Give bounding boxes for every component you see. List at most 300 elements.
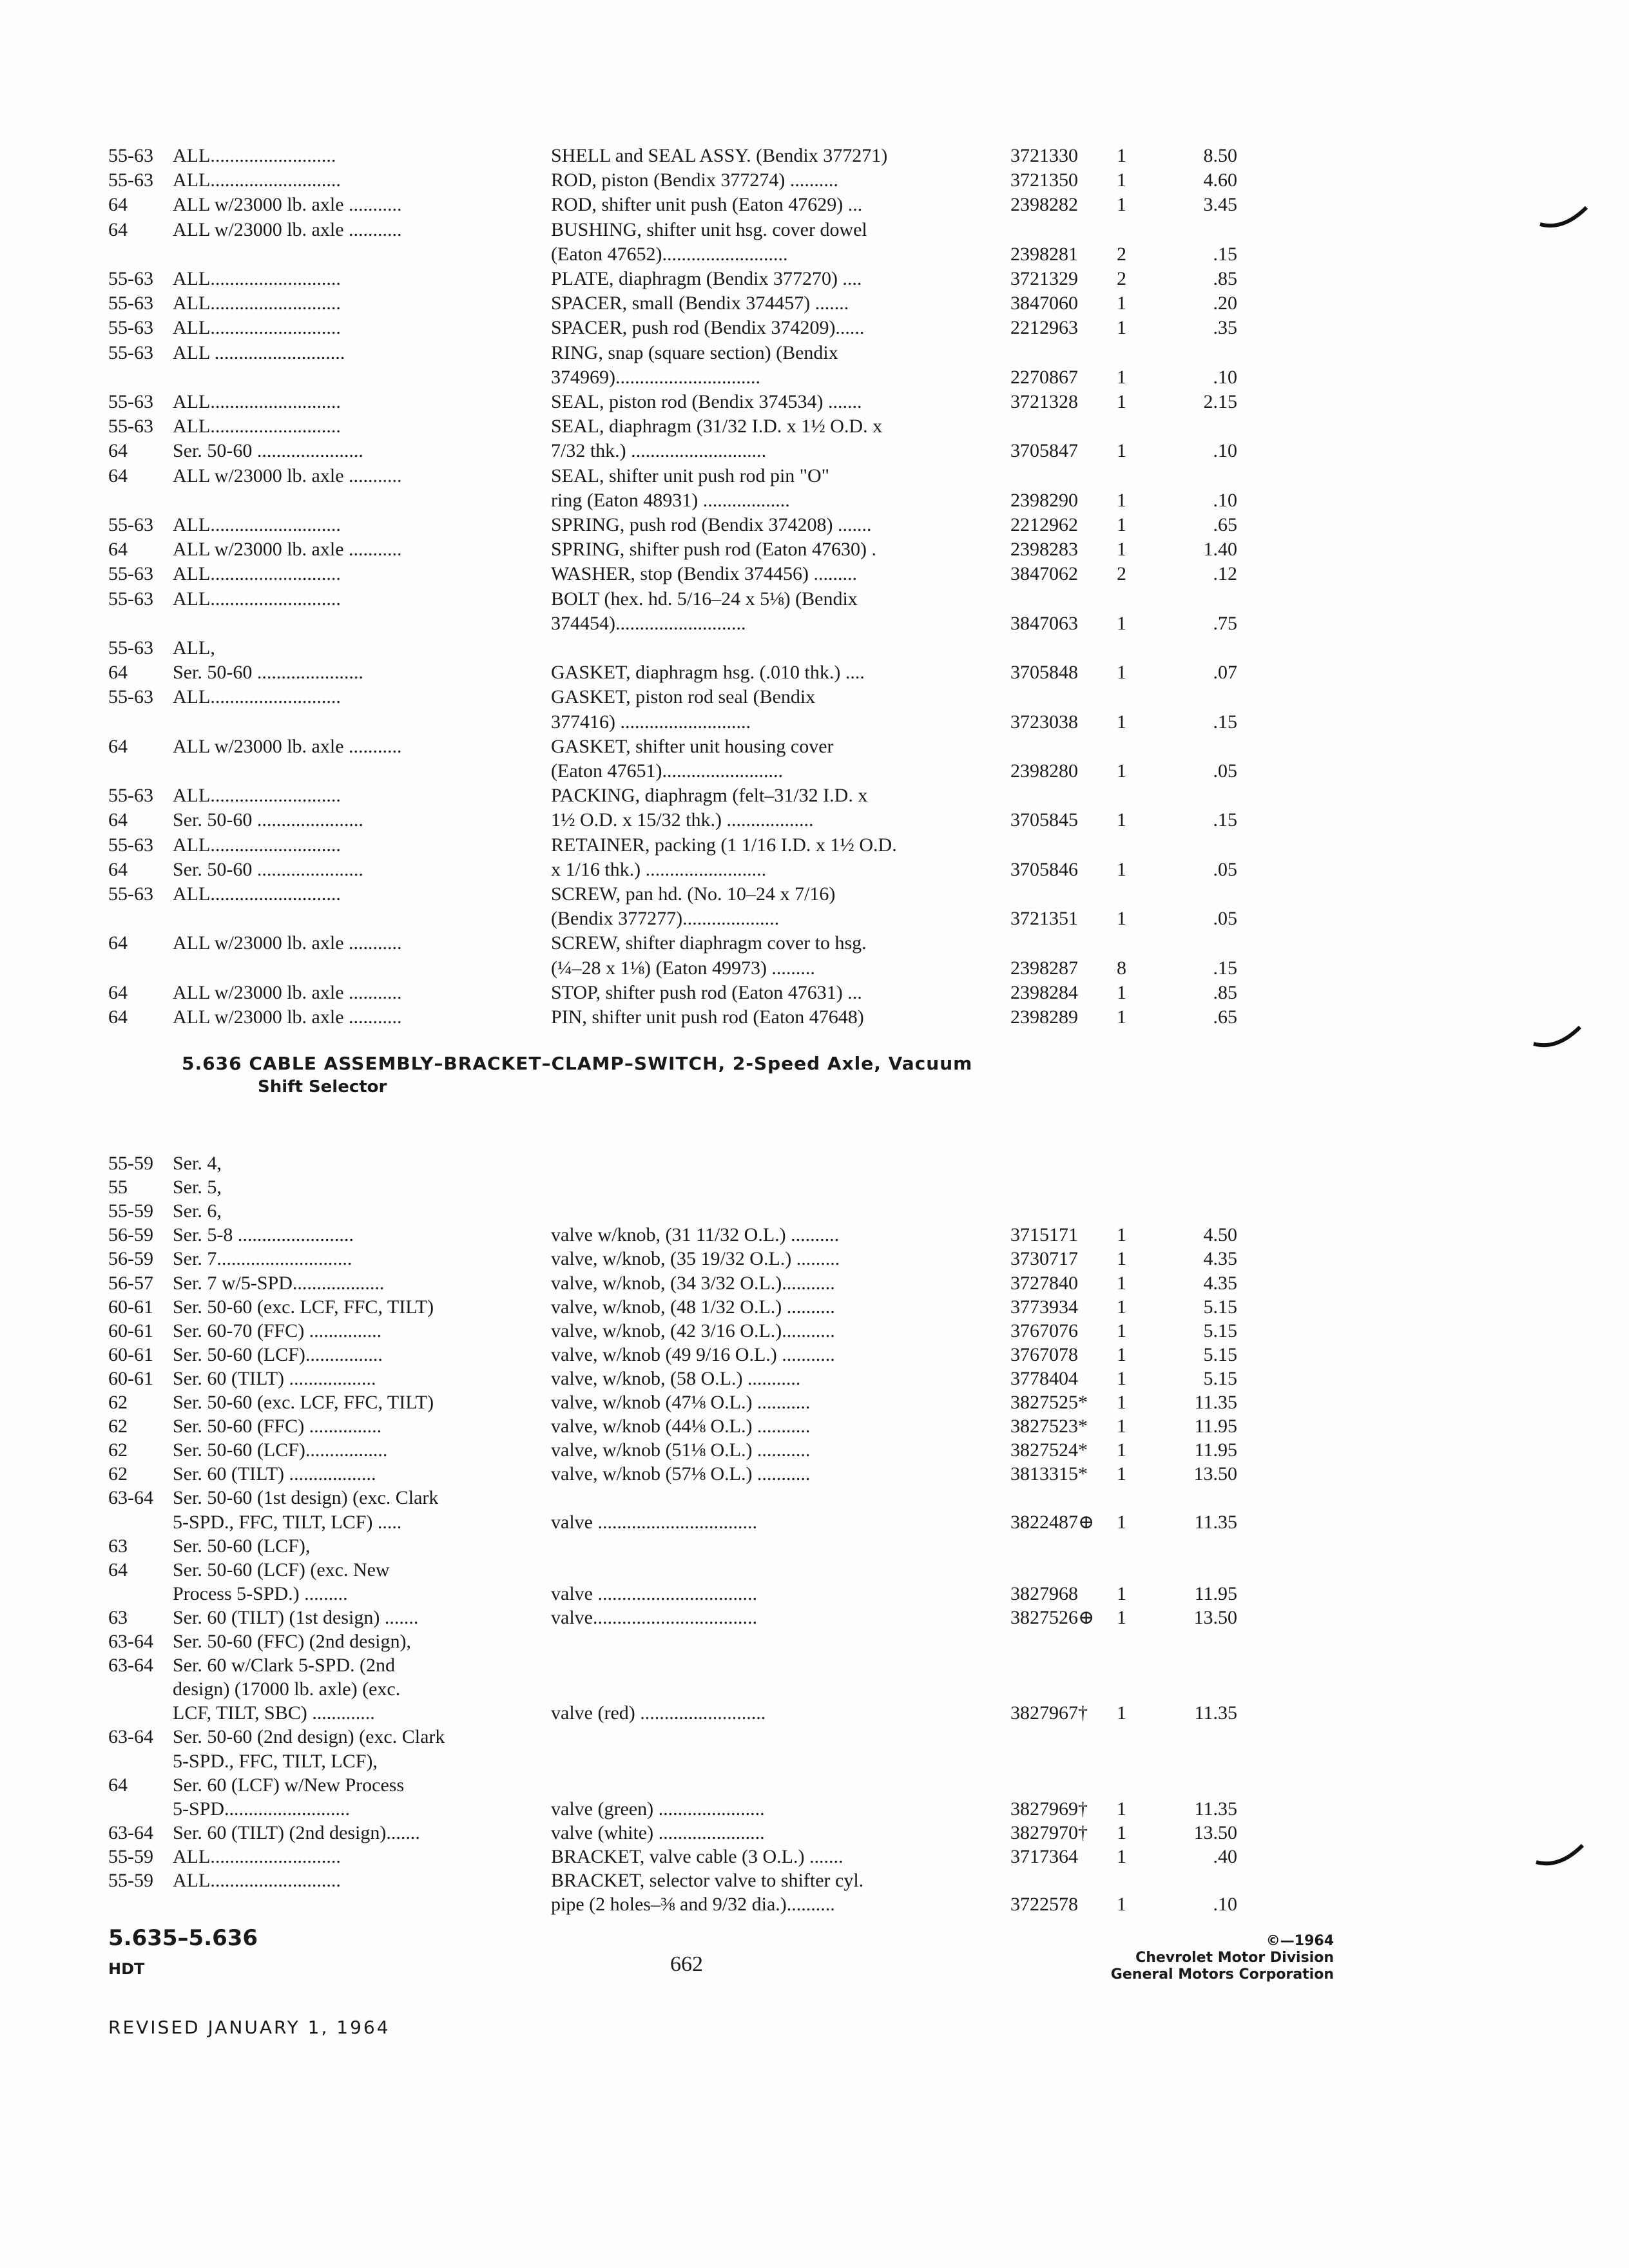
price-cell: .10 (1213, 1894, 1237, 1916)
part-number-cell: 3827967† (1010, 1702, 1088, 1724)
price-cell: .05 (1213, 858, 1237, 880)
part-number-cell: 2398282 (1010, 194, 1078, 216)
price-cell: 13.50 (1193, 1463, 1237, 1485)
description-cell: 7/32 thk.) ............................ (551, 440, 767, 462)
quantity-cell: 1 (1117, 1702, 1126, 1724)
footer-hdt: HDT (108, 1960, 145, 1978)
year-cell: 55-63 (108, 834, 153, 856)
application-cell: Ser. 50-60 (LCF)................ (173, 1343, 383, 1365)
quantity-cell: 1 (1117, 1224, 1126, 1246)
year-cell: 63 (108, 1606, 128, 1628)
year-cell: 55-63 (108, 268, 153, 289)
price-cell: .10 (1213, 366, 1237, 388)
description-cell: BRACKET, valve cable (3 O.L.) ....... (551, 1845, 843, 1867)
part-number-cell: 3773934 (1010, 1296, 1078, 1318)
quantity-cell: 2 (1117, 563, 1126, 585)
price-cell: 13.50 (1193, 1821, 1237, 1843)
part-number-cell: 3778404 (1010, 1367, 1078, 1389)
part-number-cell: 3827970† (1010, 1821, 1088, 1843)
revised-date: REVISED JANUARY 1, 1964 (108, 2017, 390, 2038)
part-number-cell: 3722578 (1010, 1894, 1078, 1916)
copyright-block (1083, 1933, 1334, 1983)
part-number-cell: 2398290 (1010, 489, 1078, 511)
description-cell: SCREW, pan hd. (No. 10–24 x 7/16) (551, 883, 836, 905)
year-cell: 55-63 (108, 785, 153, 807)
application-cell: ALL........................... (173, 416, 341, 437)
description-cell: valve, w/knob (44⅛ O.L.) ........... (551, 1416, 811, 1437)
description-cell: (Bendix 377277).................... (551, 908, 780, 930)
year-cell: 62 (108, 1392, 128, 1413)
quantity-cell: 1 (1117, 1463, 1126, 1485)
description-cell: SEAL, shifter unit push rod pin "O" (551, 465, 829, 486)
punch-mark-icon (1531, 1024, 1583, 1050)
part-number-cell: 2398287 (1010, 957, 1078, 979)
quantity-cell: 1 (1117, 1606, 1126, 1628)
part-number-cell: 2212963 (1010, 317, 1078, 339)
quantity-cell: 2 (1117, 243, 1126, 265)
copyright-corporation: General Motors Corporation (1110, 1966, 1334, 1983)
price-cell: .15 (1213, 243, 1237, 265)
quantity-cell: 1 (1117, 1821, 1126, 1843)
application-cell: ALL w/23000 lb. axle ........... (173, 194, 402, 216)
quantity-cell: 1 (1117, 514, 1126, 535)
description-cell: pipe (2 holes–⅜ and 9/32 dia.).......... (551, 1894, 835, 1916)
year-cell: 55-59 (108, 1870, 153, 1891)
description-cell: RING, snap (square section) (Bendix (551, 341, 838, 363)
year-cell: 62 (108, 1439, 128, 1461)
year-cell: 64 (108, 809, 128, 831)
year-cell: 64 (108, 662, 128, 684)
part-number-cell: 3767078 (1010, 1343, 1078, 1365)
punch-mark-icon (1534, 1843, 1585, 1869)
description-cell: valve, w/knob, (42 3/16 O.L.)........... (551, 1320, 835, 1341)
year-cell: 55-63 (108, 637, 153, 658)
year-cell: 62 (108, 1463, 128, 1485)
year-cell: 55-63 (108, 588, 153, 610)
description-cell: SPACER, small (Bendix 374457) ....... (551, 293, 849, 314)
year-cell: 64 (108, 465, 128, 486)
application-cell: design) (17000 lb. axle) (exc. (173, 1678, 401, 1700)
description-cell: valve.................................. (551, 1606, 757, 1628)
part-number-cell: 3847060 (1010, 293, 1078, 314)
part-number-cell: 3822487⊕ (1010, 1511, 1095, 1533)
year-cell: 60-61 (108, 1296, 153, 1318)
year-cell: 64 (108, 1006, 128, 1028)
description-cell: valve ................................. (551, 1511, 757, 1533)
application-cell: ALL........................... (173, 785, 341, 807)
description-cell: BOLT (hex. hd. 5/16–24 x 5⅛) (Bendix (551, 588, 858, 610)
year-cell: 64 (108, 735, 128, 757)
application-cell: LCF, TILT, SBC) ............. (173, 1702, 375, 1724)
year-cell: 64 (108, 1559, 128, 1581)
description-cell: ROD, piston (Bendix 377274) .......... (551, 169, 838, 191)
quantity-cell: 1 (1117, 1343, 1126, 1365)
part-number-cell: 3721329 (1010, 268, 1078, 289)
description-cell: valve, w/knob (49 9/16 O.L.) ........... (551, 1343, 835, 1365)
part-number-cell: 3717364 (1010, 1845, 1078, 1867)
description-cell: valve, w/knob, (48 1/32 O.L.) .......... (551, 1296, 835, 1318)
application-cell: ALL w/23000 lb. axle ........... (173, 218, 402, 240)
quantity-cell: 1 (1117, 1894, 1126, 1916)
application-cell: ALL w/23000 lb. axle ........... (173, 735, 402, 757)
part-number-cell: 3723038 (1010, 711, 1078, 733)
year-cell: 60-61 (108, 1367, 153, 1389)
description-cell: BUSHING, shifter unit hsg. cover dowel (551, 218, 867, 240)
part-number-cell: 2212962 (1010, 514, 1078, 535)
application-cell: Ser. 50-60 (2nd design) (exc. Clark (173, 1726, 445, 1748)
quantity-cell: 1 (1117, 1006, 1126, 1028)
punch-mark-icon (1537, 205, 1589, 231)
year-cell: 55-63 (108, 391, 153, 412)
application-cell: ALL........................... (173, 268, 341, 289)
quantity-cell: 1 (1117, 1511, 1126, 1533)
part-number-cell: 2398289 (1010, 1006, 1078, 1028)
price-cell: 1.40 (1203, 539, 1237, 561)
year-cell: 63-64 (108, 1655, 153, 1677)
year-cell: 60-61 (108, 1343, 153, 1365)
application-cell: 5-SPD.......................... (173, 1798, 351, 1820)
year-cell: 63-64 (108, 1631, 153, 1652)
price-cell: .15 (1213, 809, 1237, 831)
description-cell: SPRING, shifter push rod (Eaton 47630) . (551, 539, 876, 561)
quantity-cell: 1 (1117, 1582, 1126, 1604)
description-cell: SPRING, push rod (Bendix 374208) ....... (551, 514, 872, 535)
part-number-cell: 3827968 (1010, 1582, 1078, 1604)
footer-section-range: 5.635–5.636 (108, 1925, 258, 1951)
application-cell: Ser. 5-8 ........................ (173, 1224, 354, 1246)
application-cell: ALL........................... (173, 293, 341, 314)
description-cell: valve ................................. (551, 1582, 757, 1604)
quantity-cell: 1 (1117, 391, 1126, 412)
copyright-division: Chevrolet Motor Division (1135, 1950, 1334, 1966)
price-cell: .85 (1213, 268, 1237, 289)
year-cell: 55-63 (108, 514, 153, 535)
application-cell: Ser. 50-60 (FFC) ............... (173, 1416, 382, 1437)
year-cell: 62 (108, 1416, 128, 1437)
price-cell: .35 (1213, 317, 1237, 339)
price-cell: .65 (1213, 1006, 1237, 1028)
copyright-year: ©—1964 (1266, 1933, 1334, 1949)
description-cell: STOP, shifter push rod (Eaton 47631) ... (551, 981, 862, 1003)
part-number-cell: 3721328 (1010, 391, 1078, 412)
part-number-cell: 3813315* (1010, 1463, 1088, 1485)
application-cell: Ser. 7............................ (173, 1248, 352, 1270)
part-number-cell: 2398280 (1010, 760, 1078, 782)
quantity-cell: 1 (1117, 489, 1126, 511)
description-cell: ring (Eaton 48931) .................. (551, 489, 790, 511)
part-number-cell: 2398284 (1010, 981, 1078, 1003)
application-cell: ALL, (173, 637, 215, 658)
description-cell: valve (red) .......................... (551, 1702, 766, 1724)
price-cell: .10 (1213, 489, 1237, 511)
description-cell: GASKET, diaphragm hsg. (.010 thk.) .... (551, 662, 865, 684)
quantity-cell: 1 (1117, 145, 1126, 166)
application-cell: Ser. 60 (TILT) (1st design) ....... (173, 1606, 419, 1628)
quantity-cell: 1 (1117, 1367, 1126, 1389)
application-cell: ALL ........................... (173, 341, 345, 363)
part-number-cell: 3827526⊕ (1010, 1606, 1095, 1628)
price-cell: 4.35 (1203, 1272, 1237, 1294)
application-cell: ALL w/23000 lb. axle ........... (173, 539, 402, 561)
part-number-cell: 3721350 (1010, 169, 1078, 191)
description-cell: SPACER, push rod (Bendix 374209)...... (551, 317, 865, 339)
price-cell: .05 (1213, 760, 1237, 782)
application-cell: ALL........................... (173, 563, 341, 585)
year-cell: 64 (108, 981, 128, 1003)
application-cell: Ser. 60 (TILT) .................. (173, 1463, 376, 1485)
application-cell: ALL........................... (173, 686, 341, 708)
application-cell: Ser. 50-60 (exc. LCF, FFC, TILT) (173, 1296, 434, 1318)
price-cell: .07 (1213, 662, 1237, 684)
page-number: 662 (670, 1952, 703, 1976)
price-cell: 11.35 (1194, 1392, 1237, 1413)
price-cell: 11.35 (1194, 1702, 1237, 1724)
price-cell: 11.35 (1194, 1511, 1237, 1533)
application-cell: Ser. 60 (TILT) .................. (173, 1367, 376, 1389)
application-cell: 5-SPD., FFC, TILT, LCF), (173, 1750, 378, 1772)
price-cell: 11.95 (1194, 1416, 1237, 1437)
year-cell: 63-64 (108, 1487, 153, 1509)
year-cell: 56-57 (108, 1272, 153, 1294)
application-cell: ALL........................... (173, 317, 341, 339)
price-cell: 5.15 (1203, 1296, 1237, 1318)
price-cell: .75 (1213, 612, 1237, 634)
application-cell: ALL........................... (173, 169, 341, 191)
application-cell: Ser. 50-60 ...................... (173, 858, 363, 880)
part-number-cell: 2398283 (1010, 539, 1078, 561)
description-cell: PLATE, diaphragm (Bendix 377270) .... (551, 268, 862, 289)
part-number-cell: 3705845 (1010, 809, 1078, 831)
year-cell: 64 (108, 218, 128, 240)
price-cell: .20 (1213, 293, 1237, 314)
description-cell: x 1/16 thk.) ......................... (551, 858, 767, 880)
description-cell: WASHER, stop (Bendix 374456) ......... (551, 563, 857, 585)
year-cell: 63 (108, 1535, 128, 1557)
quantity-cell: 1 (1117, 317, 1126, 339)
application-cell: Ser. 60 (LCF) w/New Process (173, 1774, 405, 1796)
quantity-cell: 1 (1117, 981, 1126, 1003)
application-cell: ALL.......................... (173, 145, 336, 166)
price-cell: 2.15 (1203, 391, 1237, 412)
description-cell: 374454)........................... (551, 612, 746, 634)
quantity-cell: 1 (1117, 293, 1126, 314)
year-cell: 55-59 (108, 1845, 153, 1867)
price-cell: 13.50 (1193, 1606, 1237, 1628)
application-cell: Ser. 50-60 (LCF) (exc. New (173, 1559, 390, 1581)
year-cell: 64 (108, 932, 128, 954)
application-cell: Ser. 50-60 (1st design) (exc. Clark (173, 1487, 439, 1509)
application-cell: ALL........................... (173, 391, 341, 412)
description-cell: (Eaton 47651)......................... (551, 760, 783, 782)
year-cell: 55-63 (108, 416, 153, 437)
description-cell: valve, w/knob (57⅛ O.L.) ........... (551, 1463, 811, 1485)
quantity-cell: 1 (1117, 858, 1126, 880)
application-cell: Ser. 7 w/5-SPD................... (173, 1272, 385, 1294)
quantity-cell: 1 (1117, 1248, 1126, 1270)
price-cell: .65 (1213, 514, 1237, 535)
part-number-cell: 2398281 (1010, 243, 1078, 265)
description-cell: SEAL, piston rod (Bendix 374534) ....... (551, 391, 862, 412)
price-cell: .15 (1213, 957, 1237, 979)
part-number-cell: 3705847 (1010, 440, 1078, 462)
application-cell: Ser. 50-60 ...................... (173, 440, 363, 462)
quantity-cell: 1 (1117, 1439, 1126, 1461)
application-cell: ALL........................... (173, 883, 341, 905)
year-cell: 64 (108, 440, 128, 462)
application-cell: Ser. 50-60 ...................... (173, 809, 363, 831)
quantity-cell: 1 (1117, 1392, 1126, 1413)
application-cell: Ser. 60-70 (FFC) ............... (173, 1320, 382, 1341)
part-number-cell: 3827969† (1010, 1798, 1088, 1820)
year-cell: 64 (108, 858, 128, 880)
description-cell: SCREW, shifter diaphragm cover to hsg. (551, 932, 867, 954)
price-cell: 11.35 (1194, 1798, 1237, 1820)
description-cell: (Eaton 47652).......................... (551, 243, 788, 265)
application-cell: ALL w/23000 lb. axle ........... (173, 465, 402, 486)
description-cell: valve, w/knob, (34 3/32 O.L.)........... (551, 1272, 835, 1294)
part-number-cell: 3847063 (1010, 612, 1078, 634)
application-cell: Ser. 60 w/Clark 5-SPD. (2nd (173, 1655, 395, 1677)
description-cell: SHELL and SEAL ASSY. (Bendix 377271) (551, 145, 888, 166)
application-cell: ALL w/23000 lb. axle ........... (173, 932, 402, 954)
year-cell: 55-63 (108, 563, 153, 585)
application-cell: ALL w/23000 lb. axle ........... (173, 981, 402, 1003)
application-cell: ALL........................... (173, 1845, 341, 1867)
description-cell: valve, w/knob (47⅛ O.L.) ........... (551, 1392, 811, 1413)
price-cell: 3.45 (1203, 194, 1237, 216)
part-number-cell: 2270867 (1010, 366, 1078, 388)
price-cell: .15 (1213, 711, 1237, 733)
quantity-cell: 1 (1117, 1272, 1126, 1294)
price-cell: .40 (1213, 1845, 1237, 1867)
quantity-cell: 1 (1117, 1320, 1126, 1341)
price-cell: .85 (1213, 981, 1237, 1003)
price-cell: 4.60 (1203, 169, 1237, 191)
price-cell: 5.15 (1203, 1343, 1237, 1365)
quantity-cell: 1 (1117, 194, 1126, 216)
price-cell: 11.95 (1194, 1582, 1237, 1604)
application-cell: 5-SPD., FFC, TILT, LCF) ..... (173, 1511, 402, 1533)
price-cell: 4.50 (1203, 1224, 1237, 1246)
application-cell: Ser. 60 (TILT) (2nd design)....... (173, 1821, 420, 1843)
year-cell: 60-61 (108, 1320, 153, 1341)
year-cell: 63-64 (108, 1821, 153, 1843)
application-cell: Ser. 4, (173, 1153, 222, 1174)
description-cell: valve (white) ...................... (551, 1821, 765, 1843)
description-cell: valve w/knob, (31 11/32 O.L.) .......... (551, 1224, 840, 1246)
year-cell: 64 (108, 1774, 128, 1796)
description-cell: SEAL, diaphragm (31/32 I.D. x 1½ O.D. x (551, 416, 883, 437)
description-cell: 374969).............................. (551, 366, 760, 388)
application-cell: ALL w/23000 lb. axle ........... (173, 1006, 402, 1028)
year-cell: 56-59 (108, 1248, 153, 1270)
price-cell: 5.15 (1203, 1367, 1237, 1389)
price-cell: 8.50 (1203, 145, 1237, 166)
quantity-cell: 8 (1117, 957, 1126, 979)
description-cell: valve, w/knob, (35 19/32 O.L.) ......... (551, 1248, 840, 1270)
quantity-cell: 1 (1117, 612, 1126, 634)
year-cell: 56-59 (108, 1224, 153, 1246)
year-cell: 55-59 (108, 1153, 153, 1174)
description-cell: PACKING, diaphragm (felt–31/32 I.D. x (551, 785, 868, 807)
quantity-cell: 1 (1117, 1845, 1126, 1867)
application-cell: Ser. 50-60 (LCF), (173, 1535, 311, 1557)
year-cell: 64 (108, 539, 128, 561)
part-number-cell: 3767076 (1010, 1320, 1078, 1341)
quantity-cell: 1 (1117, 662, 1126, 684)
price-cell: 4.35 (1203, 1248, 1237, 1270)
application-cell: Ser. 50-60 ...................... (173, 662, 363, 684)
part-number-cell: 3715171 (1010, 1224, 1078, 1246)
quantity-cell: 1 (1117, 1798, 1126, 1820)
quantity-cell: 1 (1117, 169, 1126, 191)
application-cell: Ser. 50-60 (FFC) (2nd design), (173, 1631, 411, 1652)
price-cell: .10 (1213, 440, 1237, 462)
description-cell: PIN, shifter unit push rod (Eaton 47648) (551, 1006, 864, 1028)
part-number-cell: 3827525* (1010, 1392, 1088, 1413)
quantity-cell: 1 (1117, 1416, 1126, 1437)
quantity-cell: 1 (1117, 366, 1126, 388)
application-cell: Process 5-SPD.) ......... (173, 1582, 348, 1604)
quantity-cell: 1 (1117, 711, 1126, 733)
application-cell: Ser. 5, (173, 1177, 222, 1198)
price-cell: 11.95 (1194, 1439, 1237, 1461)
quantity-cell: 2 (1117, 268, 1126, 289)
quantity-cell: 1 (1117, 539, 1126, 561)
part-number-cell: 3730717 (1010, 1248, 1078, 1270)
quantity-cell: 1 (1117, 440, 1126, 462)
part-number-cell: 3827523* (1010, 1416, 1088, 1437)
description-cell: 1½ O.D. x 15/32 thk.) .................. (551, 809, 814, 831)
price-cell: 5.15 (1203, 1320, 1237, 1341)
year-cell: 55-63 (108, 145, 153, 166)
description-cell: valve, w/knob (51⅛ O.L.) ........... (551, 1439, 811, 1461)
part-number-cell: 3705846 (1010, 858, 1078, 880)
year-cell: 55-63 (108, 169, 153, 191)
application-cell: Ser. 6, (173, 1200, 222, 1222)
quantity-cell: 1 (1117, 908, 1126, 930)
description-cell: GASKET, shifter unit housing cover (551, 735, 834, 757)
application-cell: ALL........................... (173, 834, 341, 856)
description-cell: RETAINER, packing (1 1/16 I.D. x 1½ O.D. (551, 834, 897, 856)
description-cell: BRACKET, selector valve to shifter cyl. (551, 1870, 864, 1891)
year-cell: 55-63 (108, 293, 153, 314)
quantity-cell: 1 (1117, 809, 1126, 831)
price-cell: .05 (1213, 908, 1237, 930)
part-number-cell: 3721330 (1010, 145, 1078, 166)
year-cell: 55-63 (108, 317, 153, 339)
year-cell: 55-59 (108, 1200, 153, 1222)
year-cell: 55-63 (108, 341, 153, 363)
description-cell: (¼–28 x 1⅛) (Eaton 49973) ......... (551, 957, 815, 979)
application-cell: Ser. 50-60 (LCF)................. (173, 1439, 388, 1461)
part-number-cell: 3705848 (1010, 662, 1078, 684)
description-cell: valve, w/knob, (58 O.L.) ........... (551, 1367, 801, 1389)
quantity-cell: 1 (1117, 1296, 1126, 1318)
section-title: 5.636 CABLE ASSEMBLY–BRACKET–CLAMP–SWITCH, 2-Speed Axle, Vacuum (182, 1053, 973, 1074)
application-cell: ALL........................... (173, 514, 341, 535)
price-cell: .12 (1213, 563, 1237, 585)
year-cell: 55 (108, 1177, 128, 1198)
part-number-cell: 3827524* (1010, 1439, 1088, 1461)
year-cell: 55-63 (108, 883, 153, 905)
year-cell: 64 (108, 194, 128, 216)
description-cell: 377416) ........................... (551, 711, 751, 733)
year-cell: 63-64 (108, 1726, 153, 1748)
part-number-cell: 3727840 (1010, 1272, 1078, 1294)
part-number-cell: 3721351 (1010, 908, 1078, 930)
quantity-cell: 1 (1117, 760, 1126, 782)
